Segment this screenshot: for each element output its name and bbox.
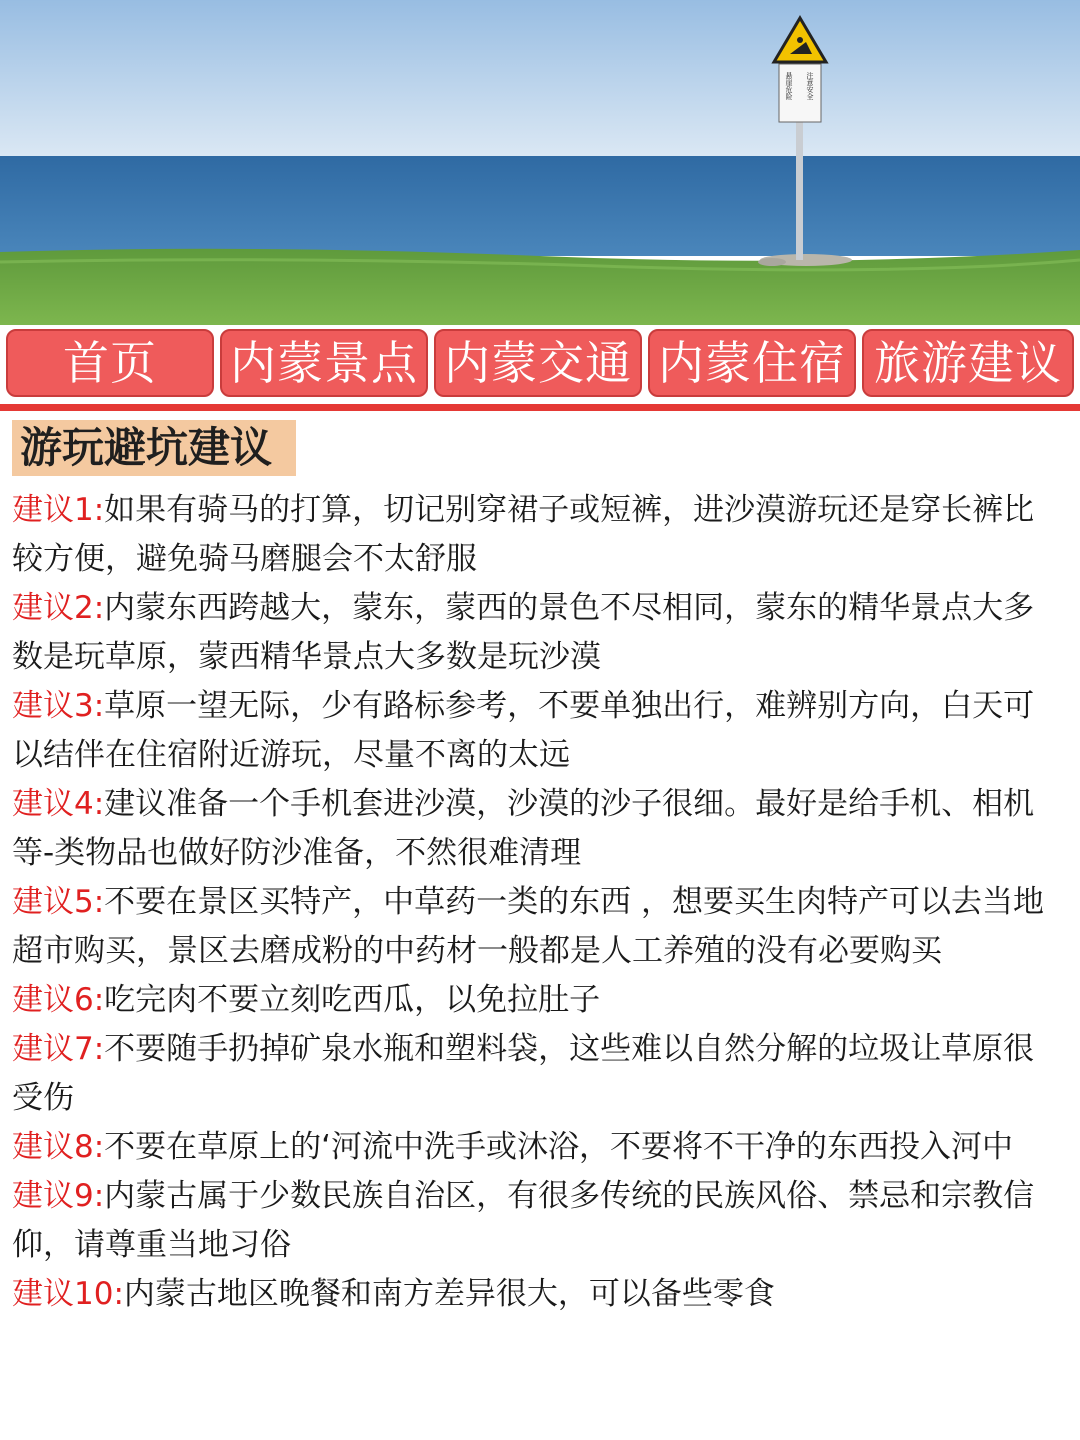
list-item xyxy=(12,1172,1057,1270)
list-item xyxy=(12,584,1057,682)
tip-text: 建议准备一个手机套进沙漠，沙漠的沙子很细。最好是给手机、相机等-类物品也做好防沙准备，不然很难清理 xyxy=(12,786,1035,871)
sign-text-left: 悬崖危险 xyxy=(785,72,793,100)
tip-label: 建议10: xyxy=(12,1276,124,1312)
list-item xyxy=(12,1025,1057,1123)
tip-label: 建议7: xyxy=(12,1031,105,1067)
tab-home[interactable]: 首页 xyxy=(6,329,214,397)
nav-tabs xyxy=(0,325,1080,405)
tip-label: 建议2: xyxy=(12,590,105,626)
tip-text: 吃完肉不要立刻吃西瓜，以免拉肚子 xyxy=(104,982,601,1018)
tip-label: 建议5: xyxy=(12,884,105,920)
tip-label: 建议4: xyxy=(12,786,105,822)
tip-label: 建议1: xyxy=(12,492,105,528)
tip-text: 如果有骑马的打算，切记别穿裙子或短裤，进沙漠游玩还是穿长裤比较方便，避免骑马磨腿会不太舒服 xyxy=(12,492,1035,577)
tip-label: 建议8: xyxy=(12,1129,105,1165)
tab-travel-tips[interactable]: 旅游建议 xyxy=(862,329,1074,397)
tip-text: 不要在草原上的‘河流中洗手或沐浴，不要将不干净的东西投入河中 xyxy=(104,1129,1014,1165)
tip-text: 内蒙古地区晚餐和南方差异很大，可以备些零食 xyxy=(123,1276,775,1312)
list-item xyxy=(12,1270,1057,1319)
list-item xyxy=(12,878,1057,976)
section-title: 游玩避坑建议 xyxy=(12,420,296,476)
tip-label: 建议6: xyxy=(12,982,105,1018)
sign-pole xyxy=(796,118,803,260)
tips-list xyxy=(12,486,1057,1319)
tip-text: 不要在景区买特产，中草药一类的东西 ，想要买生肉特产可以去当地超市购买，景区去磨成粉的中药材一般都是人工养殖的没有必要购买 xyxy=(12,884,1045,969)
list-item xyxy=(12,682,1057,780)
sign-text-right: 注意安全 xyxy=(806,72,814,100)
tab-accommodation[interactable]: 内蒙住宿 xyxy=(648,329,856,397)
tab-attractions[interactable]: 内蒙景点 xyxy=(220,329,428,397)
tip-text: 草原一望无际，少有路标参考，不要单独出行，难辨别方向，白天可以结伴在住宿附近游玩，尽量不离的太远 xyxy=(12,688,1035,773)
tab-transport[interactable]: 内蒙交通 xyxy=(434,329,642,397)
hero-photo xyxy=(0,0,1080,325)
tip-text: 不要随手扔掉矿泉水瓶和塑料袋，这些难以自然分解的垃圾让草原很受伤 xyxy=(12,1031,1035,1116)
list-item xyxy=(12,976,1057,1025)
nav-divider xyxy=(0,404,1080,411)
tip-label: 建议3: xyxy=(12,688,105,724)
list-item xyxy=(12,1123,1057,1172)
tip-label: 建议9: xyxy=(12,1178,105,1214)
list-item xyxy=(12,486,1057,584)
tip-text: 内蒙东西跨越大，蒙东，蒙西的景色不尽相同，蒙东的精华景点大多数是玩草原，蒙西精华景点大多数是玩沙漠 xyxy=(12,590,1035,675)
lake-grassland-illustration xyxy=(0,0,1080,325)
tip-text: 内蒙古属于少数民族自治区，有很多传统的民族风俗、禁忌和宗教信仰，请尊重当地习俗 xyxy=(12,1178,1035,1263)
list-item xyxy=(12,780,1057,878)
